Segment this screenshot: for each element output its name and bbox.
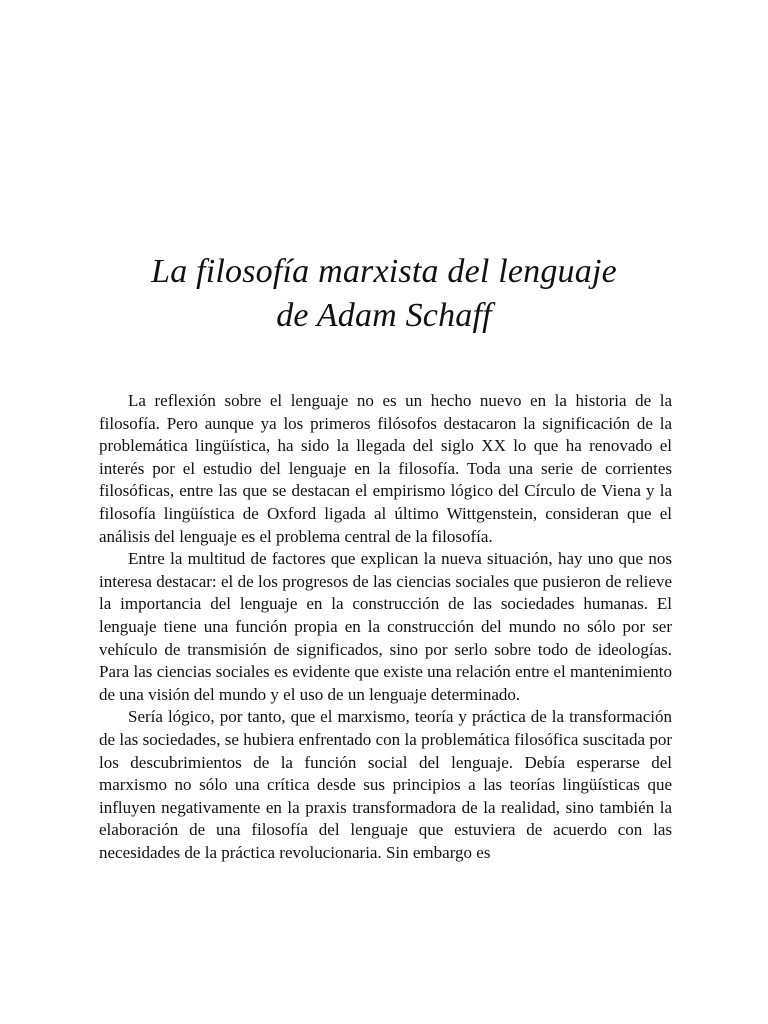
paragraph-2: Entre la multitud de factores que explican la nueva situación, hay uno que nos interesa destacar: el de los progresos de las ciencias sociales que pusieron de relieve la importancia del lenguaje en la construcción de las sociedades humanas. El lenguaje tiene una función propia en la construcción del mundo no sólo por ser vehículo de transmisión de significados, sino por serlo sobre todo de ideologías. Para las ciencias sociales es evidente que existe una relación entre el mantenimiento de una visión del mundo y el uso de un lenguaje determinado. xyxy=(99,549,672,704)
paragraph-3: Sería lógico, por tanto, que el marxismo, teoría y práctica de la transformación de las sociedades, se hubiera enfrentado con la problemática filosófica suscitada por los descubrimientos de la función social del lenguaje. Debía esperarse del marxismo no sólo una crítica desde sus principios a las teorías lingüísticas que influyen negativamente en la praxis transformadora de la realidad, sino también la elaboración de una filosofía del lenguaje que estuviera de acuerdo con las necesidades de la práctica revolucionaria. Sin embargo es xyxy=(99,707,672,862)
paragraph-1: La reflexión sobre el lenguaje no es un hecho nuevo en la historia de la filosofía. Pero aunque ya los primeros filósofos destacaron la significación de la problemática lingüística, ha sido la llegada del siglo XX lo que ha renovado el interés por el estudio del lenguaje en la filosofía. Toda una serie de corrientes filosóficas, entre las que se destacan el empirismo lógico del Círculo de Viena y la filosofía lingüística de Oxford ligada al último Wittgenstein, consideran que el análisis del lenguaje es el problema central de la filosofía. xyxy=(99,391,672,546)
title-line-1: La filosofía marxista del lenguaje xyxy=(151,253,617,290)
body-text xyxy=(99,390,672,864)
title-line-2: de Adam Schaff xyxy=(276,297,492,334)
page-title xyxy=(0,250,768,338)
